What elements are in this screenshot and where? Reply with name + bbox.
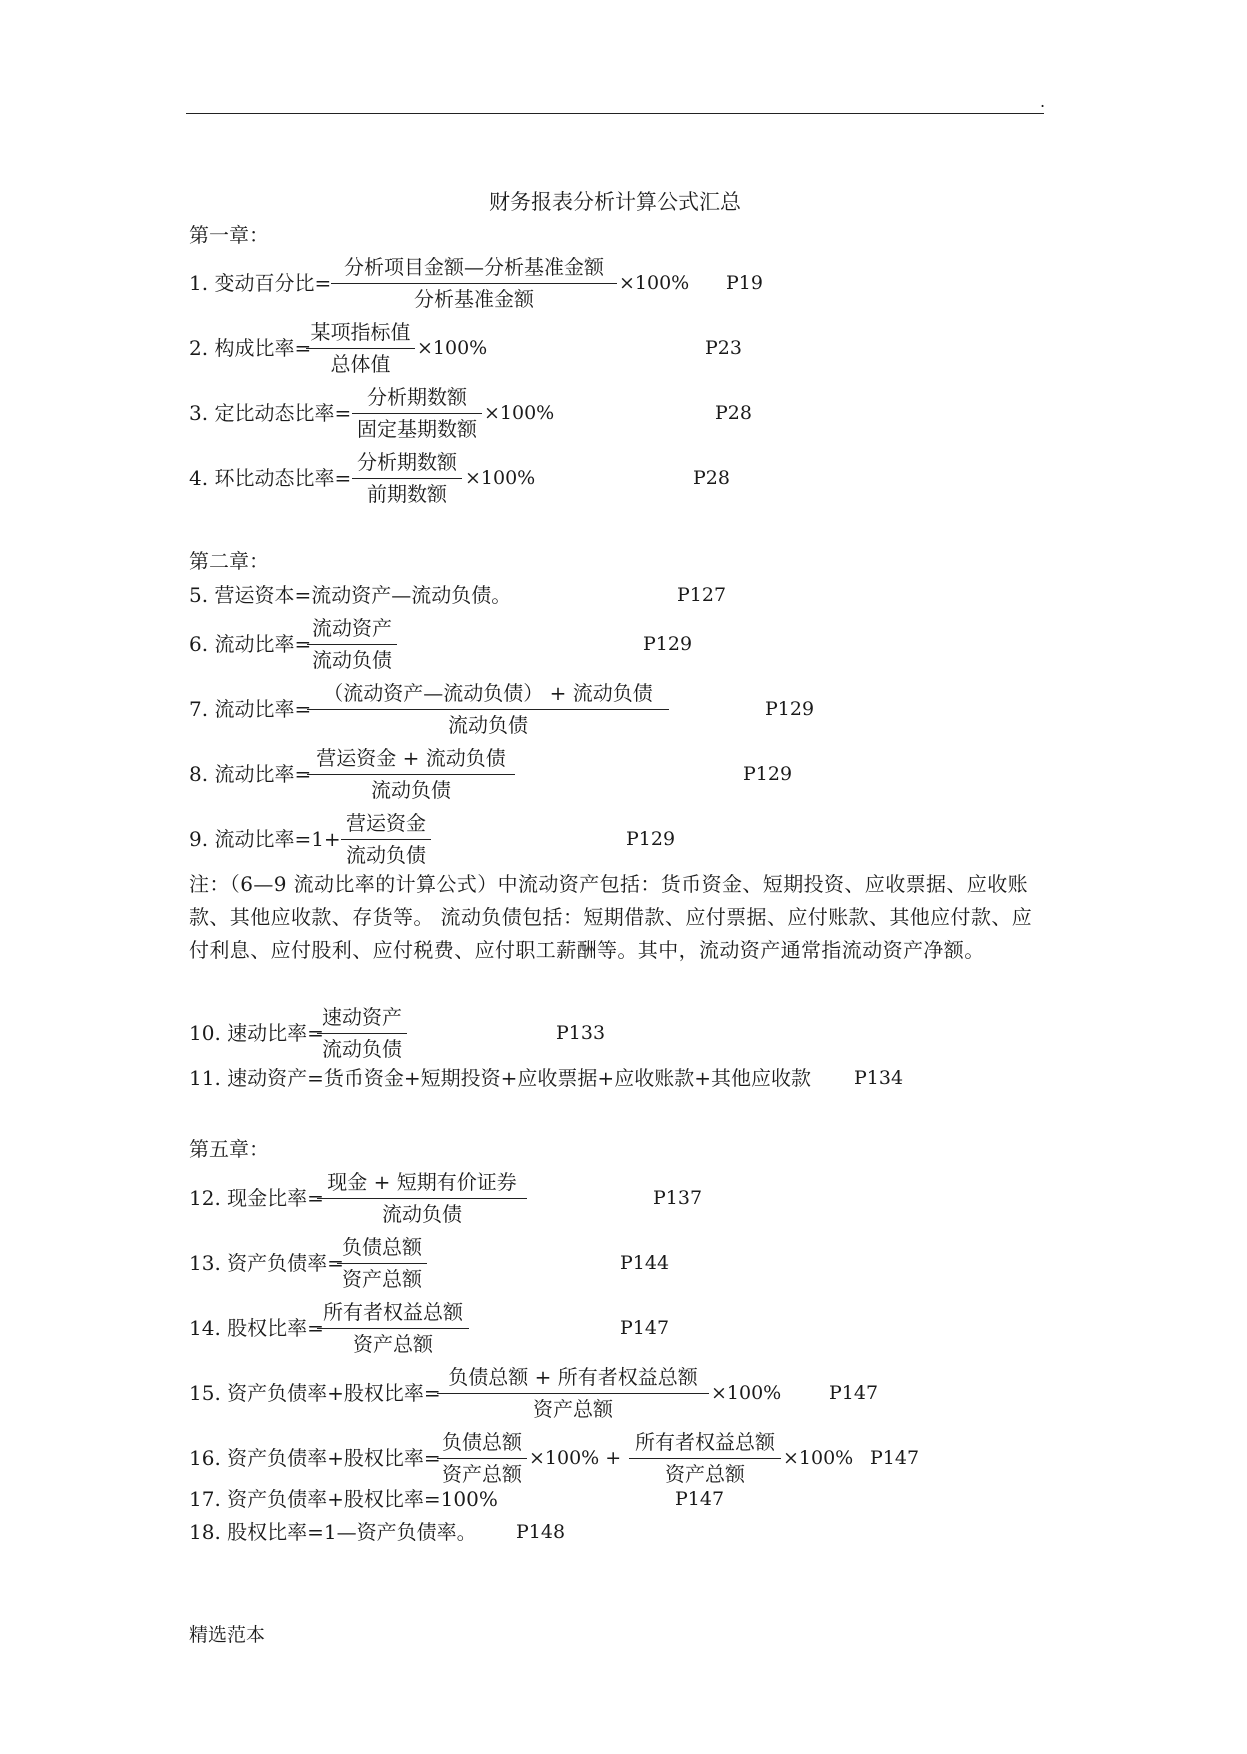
denominator: 流动负债	[322, 1037, 402, 1061]
denominator: 流动负债	[371, 778, 451, 802]
fraction-bar	[337, 1263, 427, 1264]
multiplier: ×100%	[619, 272, 690, 294]
multiplier: ×100%	[417, 337, 488, 359]
formula-label: 10. 速动比率=	[189, 1021, 324, 1045]
denominator: 资产总额	[353, 1332, 433, 1356]
fraction-bar	[307, 709, 669, 710]
formula-text: 18. 股权比率=1—资产负债率。	[189, 1520, 477, 1544]
numerator: 所有者权益总额	[635, 1430, 775, 1454]
formula-text: 17. 资产负债率+股权比率=100%	[189, 1487, 498, 1511]
fraction-bar	[317, 1033, 407, 1034]
page-ref: P129	[765, 698, 815, 720]
page-ref: P23	[705, 337, 742, 359]
formula-label: 12. 现金比率=	[189, 1186, 324, 1210]
page-ref: P28	[693, 467, 730, 489]
denominator: 资产总额	[342, 1267, 422, 1291]
chapter-5-heading: 第五章：	[189, 1137, 269, 1161]
page-ref: P137	[653, 1187, 703, 1209]
numerator: 所有者权益总额	[323, 1300, 463, 1324]
chapter-2-heading: 第二章：	[189, 549, 269, 573]
page-ref: P129	[643, 633, 693, 655]
formula-label: 8. 流动比率=	[189, 762, 312, 786]
numerator: 负债总额	[442, 1430, 522, 1454]
formula-label: 2. 构成比率=	[189, 336, 312, 360]
formula-18-page-ref: P148	[516, 1521, 566, 1543]
formula-text: 5. 营运资本=流动资产—流动负债。	[189, 583, 512, 607]
formula-label: 6. 流动比率=	[189, 632, 312, 656]
page-ref: P19	[726, 272, 763, 294]
formula-17-page-ref: P147	[675, 1488, 725, 1510]
numerator: 速动资产	[322, 1005, 402, 1029]
page-ref: P147	[829, 1382, 879, 1404]
page-ref: P129	[626, 828, 676, 850]
fraction-bar	[437, 1458, 527, 1459]
page-ref: P144	[620, 1252, 670, 1274]
multiplier: ×100%	[783, 1447, 854, 1469]
denominator: 流动负债	[448, 713, 528, 737]
multiplier: ×100%	[711, 1382, 782, 1404]
numerator: 营运资金 + 流动负债	[316, 746, 506, 770]
formula-9	[189, 808, 1049, 870]
fraction-bar	[352, 413, 482, 414]
multiplier-and-plus: ×100% +	[529, 1447, 622, 1469]
chapter-1-heading: 第一章：	[189, 223, 269, 247]
formula-11-page-ref: P134	[854, 1067, 904, 1089]
header-rule	[186, 113, 1044, 114]
denominator: 分析基准金额	[414, 287, 534, 311]
formula-12	[189, 1167, 1049, 1229]
fraction-bar	[437, 1393, 709, 1394]
header-dot: .	[1040, 92, 1046, 111]
formula-2	[189, 317, 1049, 379]
formula-label: 3. 定比动态比率=	[189, 401, 352, 425]
formula-13	[189, 1232, 1049, 1294]
formula-label: 13. 资产负债率=	[189, 1251, 344, 1275]
page-ref: P28	[715, 402, 752, 424]
page-ref: P133	[556, 1022, 606, 1044]
fraction-bar	[629, 1458, 781, 1459]
fraction-bar	[317, 1198, 527, 1199]
fraction-bar	[306, 348, 415, 349]
formula-4	[189, 447, 1049, 509]
formula-5	[189, 582, 511, 608]
numerator: 分析项目金额—分析基准金额	[344, 255, 604, 279]
denominator: 资产总额	[665, 1462, 745, 1486]
formula-1	[189, 252, 1049, 314]
fraction-bar	[331, 283, 617, 284]
numerator: 分析期数额	[357, 450, 457, 474]
formula-17	[189, 1486, 498, 1512]
numerator: 现金 + 短期有价证券	[327, 1170, 517, 1194]
note-paragraph: 注：（6—9 流动比率的计算公式）中流动资产包括：货币资金、短期投资、应收票据、应收账款、其他应收款、存货等。 流动负债包括：短期借款、应付票据、应付账款、其他应付款、应付利息、应付股利、应付税费、应付职工薪酬等。其中，流动资产通常指流动资产净额。	[189, 872, 1033, 962]
formula-10	[189, 1002, 1049, 1064]
formula-15	[189, 1362, 1049, 1424]
formula-label: 7. 流动比率=	[189, 697, 312, 721]
numerator: 分析期数额	[367, 385, 467, 409]
fraction-bar	[341, 839, 431, 840]
fraction-bar	[352, 478, 462, 479]
numerator: 某项指标值	[310, 320, 411, 344]
denominator: 流动负债	[346, 843, 426, 867]
formula-3	[189, 382, 1049, 444]
formula-label: 14. 股权比率=	[189, 1316, 324, 1340]
formula-label: 4. 环比动态比率=	[189, 466, 352, 490]
denominator: 前期数额	[367, 482, 447, 506]
denominator: 流动负债	[312, 648, 392, 672]
fraction-bar	[317, 1328, 469, 1329]
formula-16	[189, 1427, 1049, 1489]
denominator: 流动负债	[382, 1202, 462, 1226]
numerator: （流动资产—流动负债） + 流动负债	[323, 681, 653, 705]
formula-text: 11. 速动资产=货币资金+短期投资+应收票据+应收账款+其他应收款	[189, 1066, 811, 1090]
multiplier: ×100%	[465, 467, 536, 489]
formula-14	[189, 1297, 1049, 1359]
formula-label: 15. 资产负债率+股权比率=	[189, 1381, 441, 1405]
denominator: 总体值	[330, 352, 391, 376]
denominator: 资产总额	[442, 1462, 522, 1486]
formula-7	[189, 678, 1049, 740]
page-ref: P147	[620, 1317, 670, 1339]
denominator: 固定基期数额	[357, 417, 477, 441]
numerator: 负债总额 + 所有者权益总额	[448, 1365, 698, 1389]
page-title: 财务报表分析计算公式汇总	[489, 190, 741, 214]
formula-5-page-ref: P127	[677, 584, 727, 606]
formula-label: 9. 流动比率=1+	[189, 827, 341, 851]
formula-8	[189, 743, 1049, 805]
formula-6	[189, 613, 1049, 675]
formula-label: 16. 资产负债率+股权比率=	[189, 1446, 441, 1470]
page-ref: P147	[870, 1447, 920, 1469]
numerator: 负债总额	[342, 1235, 422, 1259]
fraction-bar	[307, 774, 515, 775]
numerator: 营运资金	[346, 811, 426, 835]
formula-label: 1. 变动百分比=	[189, 271, 332, 295]
page-footer: 精选范本	[189, 1624, 266, 1646]
fraction-bar	[307, 644, 397, 645]
numerator: 流动资产	[312, 616, 392, 640]
denominator: 资产总额	[533, 1397, 613, 1421]
page-ref: P129	[743, 763, 793, 785]
formula-18	[189, 1519, 477, 1545]
multiplier: ×100%	[484, 402, 555, 424]
formula-11	[189, 1065, 811, 1091]
